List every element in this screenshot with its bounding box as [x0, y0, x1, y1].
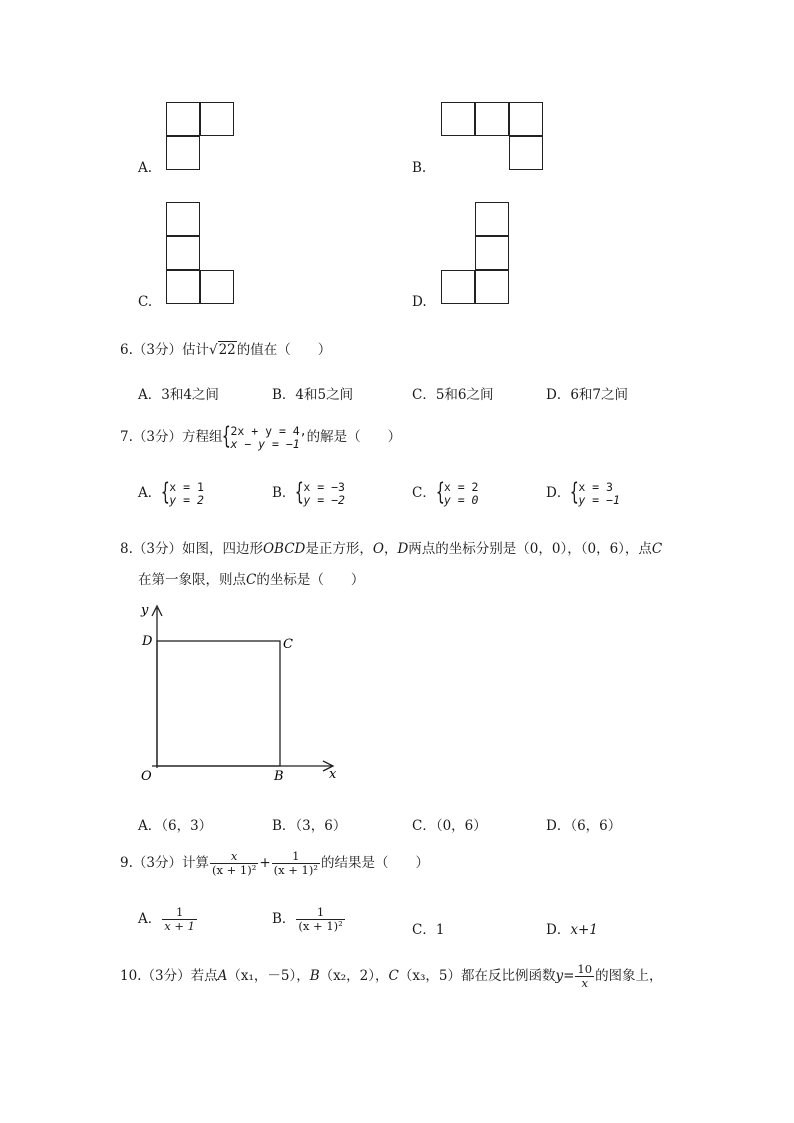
option-label: B．: [272, 485, 296, 501]
brace-icon: {: [435, 478, 445, 507]
stem-text: （x₂，2），: [319, 968, 389, 985]
q6-option-d: D．6和7之间: [546, 387, 629, 403]
stem-var: y: [555, 968, 564, 985]
fraction: [162, 906, 197, 933]
grid-square: [166, 136, 200, 170]
q7-option-c: [412, 478, 479, 507]
q8-stem-line1: [120, 537, 662, 557]
question-score: （3分）: [141, 968, 191, 985]
stem-var: A: [217, 968, 228, 985]
grid-square: [475, 202, 509, 236]
equation-system: [161, 478, 204, 507]
fraction: [575, 963, 594, 990]
q8-coordinate-figure: [130, 598, 350, 798]
option-value: 1: [435, 922, 445, 938]
point-label-b: B: [274, 769, 284, 784]
stem-text: ，: [383, 541, 398, 557]
equation-row: 2x + y = 4,: [230, 424, 307, 439]
stem-text: （x₃，5）: [398, 968, 461, 985]
grid-square: [475, 102, 509, 136]
q6-option-c: C．5和6之间: [412, 387, 494, 403]
stem-text: 的值在（ ）: [236, 342, 332, 358]
q9-option-a: [138, 906, 198, 933]
q9-stem: [120, 850, 429, 877]
q9-option-c: [412, 918, 444, 938]
grid-square: [475, 270, 509, 304]
option-label: C．: [412, 922, 436, 938]
point-label-c: C: [283, 637, 293, 652]
q8-option-d: D．（6，6）: [546, 818, 622, 834]
question-number: 6.: [120, 342, 133, 358]
q6-stem: [120, 338, 331, 358]
equation-row: y = 0: [443, 492, 479, 507]
grid-square: [166, 270, 200, 304]
radicand: 22: [218, 342, 236, 358]
fraction-numerator: 1: [175, 905, 184, 919]
stem-text: 如图，四边形: [181, 541, 263, 557]
stem-text: 在第一象限，则点: [138, 572, 246, 588]
fraction-denominator: x: [575, 976, 594, 990]
y-axis-label: y: [141, 603, 149, 618]
equals-sign: =: [563, 968, 575, 985]
q6-option-a: A．3和4之间: [138, 387, 219, 403]
fraction-denominator: (x + 1)²: [211, 863, 257, 878]
question-score: （3分）: [132, 342, 182, 358]
stem-text: （x₁，－5），: [227, 968, 310, 985]
q9-option-b: [272, 906, 346, 933]
equation-system: [570, 478, 620, 507]
stem-text: 是正方形，: [305, 541, 373, 557]
question-number: 8.: [120, 541, 133, 557]
grid-square: [166, 236, 200, 270]
stem-text: 计算: [181, 855, 209, 872]
equation-row: y = 2: [169, 492, 204, 507]
equation-row: x = 2: [443, 480, 479, 495]
option-label: B．: [272, 911, 296, 928]
grid-square: [200, 102, 234, 136]
brace-icon: {: [222, 422, 232, 451]
grid-square: [441, 102, 475, 136]
equation-row: x − y = −1: [230, 436, 300, 451]
option-label: C.: [138, 294, 153, 310]
option-value: x+1: [570, 922, 598, 938]
fraction-numerator: 10: [577, 962, 593, 976]
fraction-numerator: 1: [292, 849, 300, 863]
fraction-denominator: x + 1: [164, 919, 195, 934]
option-label: A．: [138, 911, 162, 928]
equation-row: x = −3: [303, 480, 345, 495]
stem-var: C: [246, 572, 257, 588]
stem-var: OBCD: [262, 541, 306, 557]
equation-row: y = −2: [303, 492, 345, 507]
grid-square: [509, 102, 543, 136]
option-label: B.: [412, 160, 427, 176]
x-axis-label: x: [329, 767, 337, 782]
fraction-denominator: (x + 1)²: [298, 919, 343, 934]
option-label: D.: [412, 294, 427, 310]
q7-option-b: [272, 478, 345, 507]
fraction: [272, 850, 320, 877]
stem-text: 的坐标是（ ）: [256, 572, 365, 588]
fraction: [210, 850, 258, 877]
stem-text: 的解是（ ）: [306, 429, 402, 445]
grid-square: [166, 102, 200, 136]
q6-option-b: B．4和5之间: [272, 387, 354, 403]
sqrt-expression: √22: [208, 342, 236, 358]
square-obcd: [157, 641, 280, 766]
option-label: A.: [138, 160, 153, 176]
equation-row: y = −1: [578, 492, 620, 507]
plus-sign: +: [259, 855, 271, 872]
question-number: 9.: [120, 855, 133, 872]
stem-text: 若点: [190, 968, 218, 985]
stem-var: C: [388, 968, 399, 985]
equation-system: [295, 478, 345, 507]
q8-stem-line2: [138, 568, 364, 588]
q9-option-d: [546, 918, 598, 938]
stem-text: 都在反比例函数: [460, 968, 556, 985]
stem-text: 估计: [181, 342, 209, 358]
question-score: （3分）: [132, 541, 182, 557]
option-label: C．: [412, 485, 436, 501]
brace-icon: {: [161, 478, 170, 507]
point-label-o: O: [141, 769, 152, 784]
equation-row: x = 3: [578, 480, 613, 495]
grid-square: [475, 236, 509, 270]
stem-text: 方程组: [181, 429, 223, 445]
stem-var: O: [372, 541, 384, 557]
fraction-numerator: 1: [316, 905, 325, 919]
q8-option-a: A．（6，3）: [138, 818, 213, 834]
grid-square: [200, 270, 234, 304]
question-score: （3分）: [132, 855, 182, 872]
option-label: D．: [546, 922, 571, 938]
q8-option-b: B．（3，6）: [272, 818, 347, 834]
question-number: 7.: [120, 429, 133, 445]
q10-stem: [120, 963, 663, 990]
stem-text: 两点的坐标分别是（0，0），（0，6），点: [408, 541, 652, 557]
brace-icon: {: [295, 478, 305, 507]
fraction: [296, 906, 344, 933]
option-label: A．: [138, 485, 162, 501]
grid-square: [166, 202, 200, 236]
fraction-denominator: (x + 1)²: [273, 863, 318, 878]
equation-row: x = 1: [169, 480, 204, 495]
question-score: （3分）: [132, 429, 182, 445]
stem-var: B: [309, 968, 320, 985]
fraction-numerator: x: [230, 849, 238, 863]
stem-text: 的图象上，: [595, 968, 663, 985]
stem-text: 的结果是（ ）: [320, 855, 429, 872]
point-label-d: D: [142, 634, 153, 649]
q8-option-c: C．（0，6）: [412, 818, 487, 834]
brace-icon: {: [570, 478, 579, 507]
question-number: 10.: [120, 968, 142, 985]
q7-option-d: [546, 478, 620, 507]
q7-option-a: [138, 478, 204, 507]
equation-system: [435, 478, 479, 507]
equation-system: [222, 422, 307, 451]
q7-stem: [120, 422, 402, 451]
option-label: D．: [546, 485, 571, 501]
stem-var: D: [397, 541, 409, 557]
grid-square: [441, 270, 475, 304]
stem-var: C: [651, 541, 663, 557]
grid-square: [509, 136, 543, 170]
